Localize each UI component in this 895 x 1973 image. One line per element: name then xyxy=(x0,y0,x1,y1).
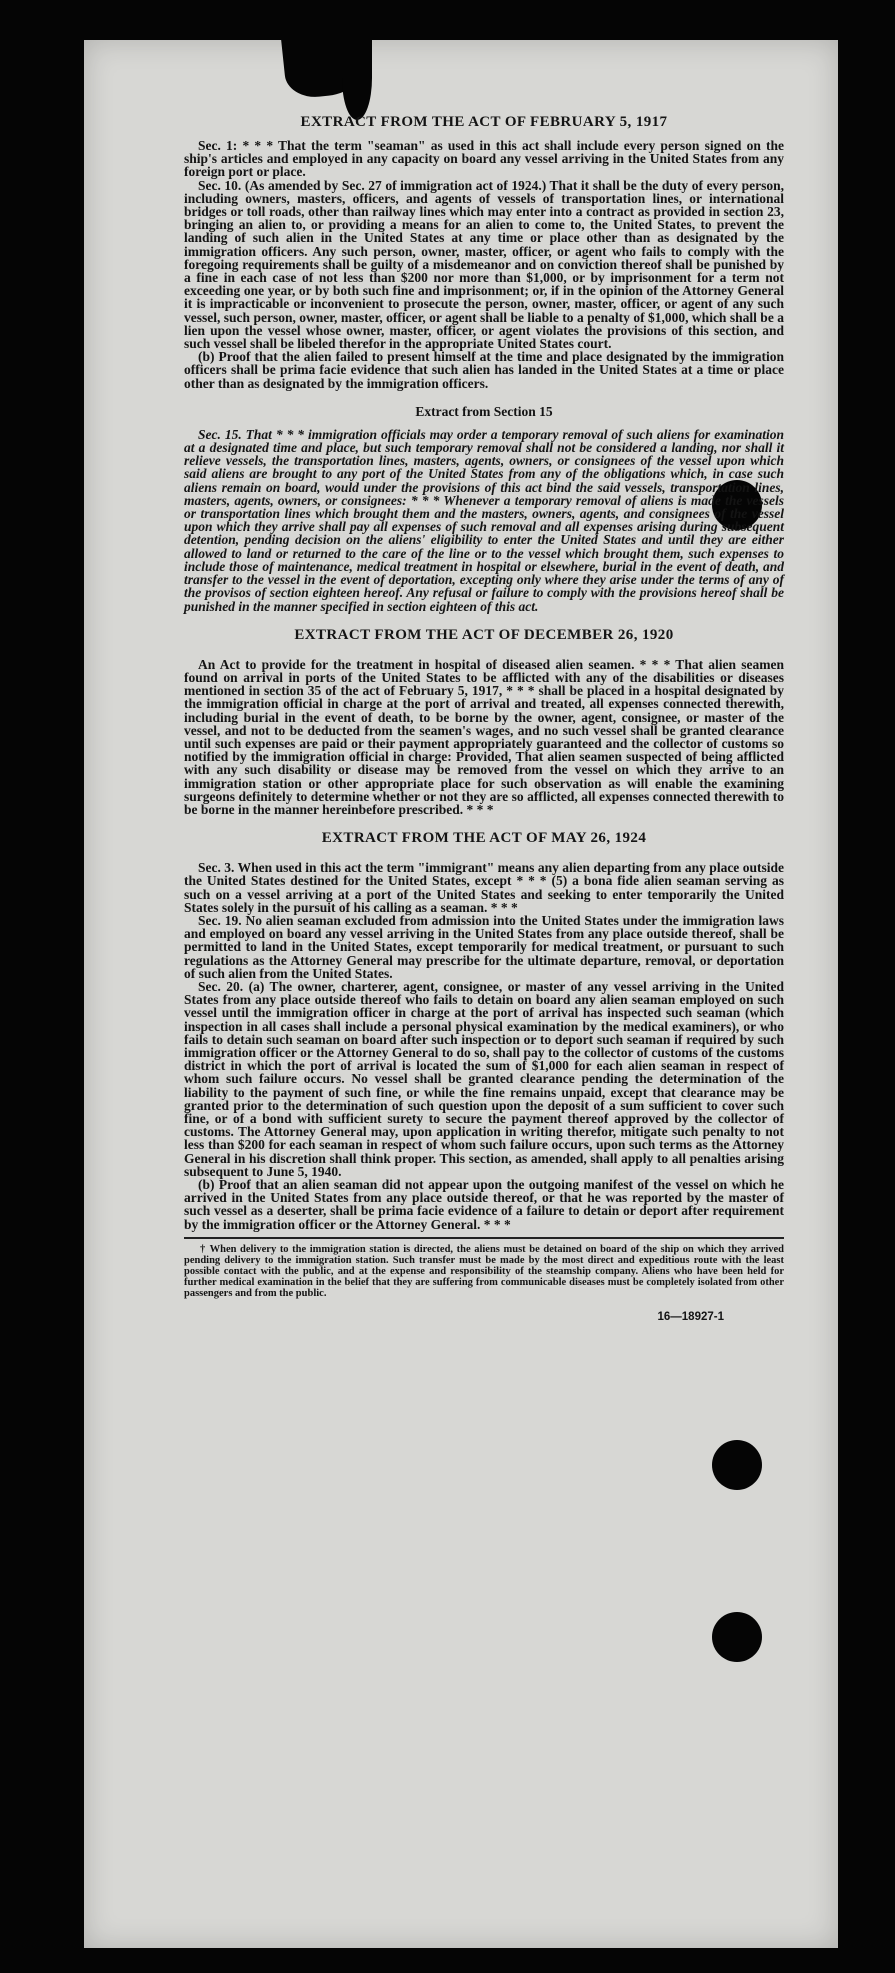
section-20b: (b) Proof that an alien seaman did not appear upon the outgoing manifest of the vessel on which he arrived in the United States from any place outside thereof, or that he was reported by the master of such vessel as a deserter, shall be prima facie evidence of a failure to detain or deport after requirement by the immigration officer or the Attorney General. * * * xyxy=(184,1177,784,1232)
section-15: Sec. 15. That * * * immigration officials may order a temporary removal of such aliens for examination at a designated time and place, but such temporary removal shall not be considered a landing, nor shall it relieve vessels, the transportation lines, masters, agents, owners, or consignees of the vessel upon which said aliens are brought to any port of the United States from any of the obligations which, in case such aliens remain on board, would under the provisions of this act bind the said vessels, transportation lines, masters, agents, owners, or consignees: * * * Whenever a temporary removal of aliens is made the vessels or transportation lines which brought them and the masters, owners, agents, and consignees of the vessel upon which they arrive shall pay all expenses of such removal and all expenses arising during subsequent detention, pending decision on the aliens' eligibility to enter the United States and until they are either allowed to land or returned to the care of the line or to the vessel which brought them, such expenses to include those of maintenance, medical treatment in hospital or elsewhere, burial in the event of death, and transfer to the vessel in the event of deportation, excepting only where they arise under the terms of any of the provisos of section eighteen hereof. Any refusal or failure to comply with the provisions hereof shall be punished in the manner specified in section eighteen of this act. xyxy=(184,426,784,614)
section-3: Sec. 3. When used in this act the term "immigrant" means any alien departing from any place outside the United States destined for the United States, except * * * (5) a bona fide alien seaman serving as such on a vessel arriving at a port of the United States and seeking to enter temporarily the United States solely in the pursuit of his calling as a seaman. * * * xyxy=(184,860,784,915)
punch-hole-bottom xyxy=(712,1612,762,1662)
document-body xyxy=(184,114,784,1323)
footnote: † When delivery to the immigration station is directed, the aliens must be detained on board of the ship on which they arrived pending delivery to the immigration station. Such transfer must be made by the most direct and expeditious route with the least possible contact with the public, and at the expense and responsibility of the steamship company. Aliens who have been held for further medical examination in the belief that they are suffering from communicable diseases must be completely isolated from other passengers and from the public. xyxy=(184,1243,784,1299)
section-20a: Sec. 20. (a) The owner, charterer, agent, consignee, or master of any vessel arriving in the United States from any place outside thereof who fails to detain on board any alien seaman employed on such vessel until the immigration officer in charge at the port of arrival has inspected such seaman (which inspection in all cases shall include a personal physical examination by the medical examiners), or who fails to detain such seaman on board after such inspection or to deport such seaman if required by such immigration officer or the Attorney General to do so, shall pay to the collector of customs of the customs district in which the port of arrival is located the sum of $1,000 for each alien seaman in respect of whom such failure occurs. No vessel shall be granted clearance pending the determination of the liability to the payment of such fine, or while the fine remains unpaid, except that clearance may be granted prior to the determination of such question upon the deposit of a sum sufficient to cover such fine, or of a bond with sufficient surety to secure the payment thereof approved by the collector of customs. The Attorney General may, upon application in writing therefor, mitigate such penalty to not less than $200 for each seaman in respect of whom such failure occurs, upon such terms as the Attorney General in his discretion shall think proper. This section, as amended, shall apply to all penalties arising subsequent to June 5, 1940. xyxy=(184,978,784,1179)
heading-act-1920: EXTRACT FROM THE ACT OF DECEMBER 26, 1920 xyxy=(294,626,674,643)
section-10: Sec. 10. (As amended by Sec. 27 of immigration act of 1924.) That it shall be the duty of every person, including owners, masters, officers, and agents of vessels of transportation lines, or international bridges or toll roads, other than railway lines which may enter into a contract as provided in section 23, bringing an alien to, or providing a means for an alien to come to, the United States, to prevent the landing of such alien in the United States at any time or place other than as designated by the immigration officers. Any such person, owner, master, officer, or agent who fails to comply with the foregoing requirements shall be guilty of a misdemeanor and on conviction thereof shall be punished by a fine in each case of not less than $200 nor more than $1,000, or by imprisonment for a term not exceeding one year, or by both such fine and imprisonment; or, if in the opinion of the Attorney General it is impracticable or inconvenient to prosecute the person, owner, master, officer, or agent of any such vessel, such person, owner, master, officer, or agent shall be liable to a penalty of $1,000, which shall be a lien upon the vessel whose owner, master, officer, or agent violates the provisions of this section, and such vessel shall be libeled therefor in the appropriate United States court. xyxy=(184,177,784,352)
torn-notch xyxy=(342,40,372,120)
section-10b: (b) Proof that the alien failed to present himself at the time and place designated by the immigration officers shall be prima facie evidence that such alien has landed in the United States at a time or place other than as designated by the immigration officers. xyxy=(184,349,784,391)
footnote-divider xyxy=(184,1237,784,1239)
form-code: 16—18927-1 xyxy=(657,1310,724,1323)
punch-hole-middle xyxy=(712,1440,762,1490)
act-1920-text: An Act to provide for the treatment in hospital of diseased alien seamen. * * * That alien seamen found on arrival in ports of the United States to be afflicted with any of the disabilities or diseases mentioned in section 35 of the act of February 5, 1917, * * * shall be placed in a hospital designated by the immigration official in charge at the port of arrival and treated, all expenses connected therewith, including burial in the event of death, to be borne by the owner, agent, consignee, or master of the vessel, and not to be deducted from the seamen's wages, and no such vessel shall be granted clearance until such expenses are paid or their payment appropriately guaranteed and the collector of customs so notified by the immigration official in charge: Provided, That alien seamen suspected of being afflicted with any such disability or disease may be removed from the vessel on which they arrive to an immigration station or other appropriate place for such observation as will enable the examining surgeons definitely to determine whether or not they are so afflicted, all expenses connected therewith to be borne in the manner hereinbefore prescribed. * * * xyxy=(184,656,784,817)
heading-act-1924: EXTRACT FROM THE ACT OF MAY 26, 1924 xyxy=(321,830,647,847)
document-page xyxy=(84,40,838,1948)
heading-act-1917: EXTRACT FROM THE ACT OF FEBRUARY 5, 1917 xyxy=(300,114,668,130)
section-1: Sec. 1: * * * That the term "seaman" as used in this act shall include every person signed on the ship's articles and employed in any capacity on board any vessel arriving in the United States from any foreign port or place. xyxy=(184,138,784,180)
section-19: Sec. 19. No alien seaman excluded from admission into the United States under the immigration laws and employed on board any vessel arriving in the United States from any place outside thereof, shall be permitted to land in the United States, except temporarily for medical treatment, or pursuant to such regulations as the Attorney General may prescribe for the ultimate departure, removal, or deportation of such alien from the United States. xyxy=(184,912,784,981)
subheading-section-15: Extract from Section 15 xyxy=(415,403,553,419)
